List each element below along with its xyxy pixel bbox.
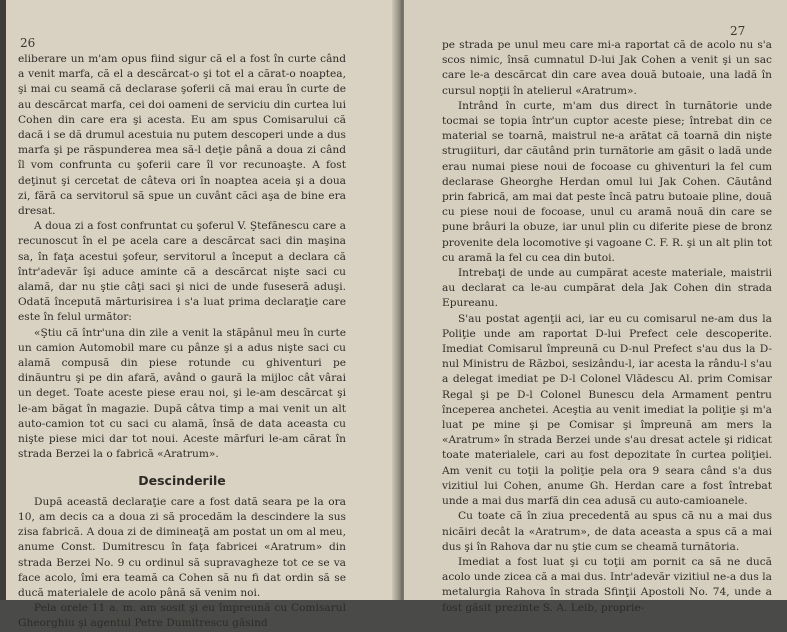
paragraph: Imediat a fost luat şi cu toţii am pornit ca să ne ducă acolo unde zicea că a mai dus. Intr'adevăr vizitiul ne-a dus la metalurgia Rahova în strada Sfinţii Apostoli No. 74, unde a fost găsit prezinte S. A. Leib, proprie-	[442, 555, 772, 614]
paragraph: A doua zi a fost confruntat cu şoferul V. Ştefănescu care a recunoscut în el pe acela care a descărcat saci din maşina sa, în faţa acestui şofeur, servitorul a început a declara că într'adevăr îşi aduce aminte că a descărcat nişte saci cu alamă, dar nu ştie câţi saci şi nici de unde fuseseră aduşi. Odată începută mărturisirea i s'a luat prima declaraţie care este în felul următor:	[18, 220, 346, 324]
section-heading: Descinderile	[138, 473, 226, 489]
right-page-text	[442, 38, 772, 616]
left-page	[6, 0, 398, 630]
left-page-text	[18, 52, 346, 632]
page-number-right: 27	[730, 24, 746, 38]
paragraph: După această declaraţie care a fost dată seara pe la ora 10, am decis ca a doua zi să procedăm la descindere la sus zisa fabrică. A doua zi de dimineaţă am postat un om al meu, anume Const. Dumitrescu în faţa fabricei «Aratrum» din strada Berzei No. 9 cu ordinul să supravagheze tot ce se va face acolo, îmi era teamă ca Cohen să nu fi dat ordin să se ducă materialele de acolo până să venim noi.	[18, 495, 346, 599]
paragraph: Cu toate că în ziua precedentă au spus că nu a mai dus nicăiri decât la «Aratrum», de data aceasta a spus că a mai dus şi în Rahova dar nu ştie cum se cheamă turnătoria.	[442, 510, 772, 553]
paragraph: Pela orele 11 a. m. am sosit şi eu împreună cu Comisarul Gheorghiu şi agentul Petre Dumitrescu găsind	[18, 602, 346, 630]
paragraph: eliberare un m'am opus fiind sigur că el a fost în curte când a venit marfa, că el a descărcat-o şi tot el a cărat-o noaptea, şi mai cu seamă că declarase şoferii că mai erau în curte de au descărcat marfa, cei doi oameni de serviciu din curtea lui Cohen din care era şi acesta. Eu am spus Comisarului că dacă i se dă drumul acestuia nu putem descoperi unde a dus marfa şi pe răspunderea mea să-l deţie până a doua zi când îl vom confrunta cu şoferii care îl vor recunoaşte. A fost deţinut şi cercetat de câteva ori în noaptea aceia şi a doua zi, fără ca servitorul să spue un cuvânt căci aşa de bine era dresat.	[18, 53, 346, 218]
paragraph: «Ştiu că într'una din zile a venit la stăpânul meu în curte un camion Automobil mare cu pânze şi a adus nişte saci cu alamă compusă din piese rotunde cu ghiventuri pe dinăuntru şi pe din afară, având o gaură la mijloc cât vârai un deget. Toate aceste piese erau noi, şi le-am descărcat şi le-am băgat în magazie. După câtva timp a mai venit un alt auto-camion tot cu saci cu alamă, însă de data aceasta cu nişte piese mici dar tot noui. Aceste mărfuri le-am cărat în strada Berzei la o fabrică «Aratrum».	[18, 326, 346, 461]
right-page	[404, 0, 787, 614]
paragraph: Intrând în curte, m'am dus direct în turnătorie unde tocmai se topia într'un cuptor aceste piese; întrebat din ce material se toarnă, maistrul ne-a arătat că toarnă din nişte strugiituri, dar căutând prin turnătorie am găsit o ladă unde erau numai piese noui de focoase cu ghiventuri la fel cum declarase Gheorghe Herdan omul lui Jak Cohen. Căutând prin fabrică, am mai dat peste încă patru butoaie pline, două cu piese noui de focoase, unul cu aramă nouă din care se pune brâuri la obuze, iar unul plin cu diferite piese de bronz provenite dela locomotive şi vagoane C. F. R. şi un alt plin tot cu aramă la fel cu cea din butoi.	[442, 99, 772, 264]
paragraph: pe strada pe unul meu care mi-a raportat că de acolo nu s'a scos nimic, însă cumnatul D-lui Jak Cohen a venit şi un sac care le-a descărcat din care avea două butoaie, una ladă în cursul nopţii în atelierul «Aratrum».	[442, 39, 772, 97]
paragraph: S'au postat agenţii aci, iar eu cu comisarul ne-am dus la Poliţie unde am raportat D-lui Prefect cele descoperite. Imediat Comisarul împreună cu D-nul Prefect s'au dus la D-nul Ministru de Război, sesizându-l, iar acesta la rându-l s'au a delegat imediat pe D-l Colonel Vlădescu Al. prim Comisar Regal şi pe D-l Colonel Bunescu dela Armament pentru începerea anchetei. Aceştia au venit imediat la poliţie şi m'a luat pe mine şi pe Comisar şi împreună am mers la «Aratrum» în strada Berzei unde s'au dresat actele şi ridicat toate materialele, cari au fost depozitate în curtea poliţiei. Am venit cu toţii la poliţie pela ora 9 seara când s'a dus vizitiul lui Cohen, anume Gh. Herdan care a fost întrebat unde a mai dus marfă din cea adusă cu auto-camioanele.	[442, 312, 772, 508]
page-number-left: 26	[20, 36, 36, 50]
paragraph: Intrebaţi de unde au cumpărat aceste materiale, maistrii au declarat ca le-au cumpărat dela Jak Cohen din strada Epureanu.	[442, 267, 772, 310]
